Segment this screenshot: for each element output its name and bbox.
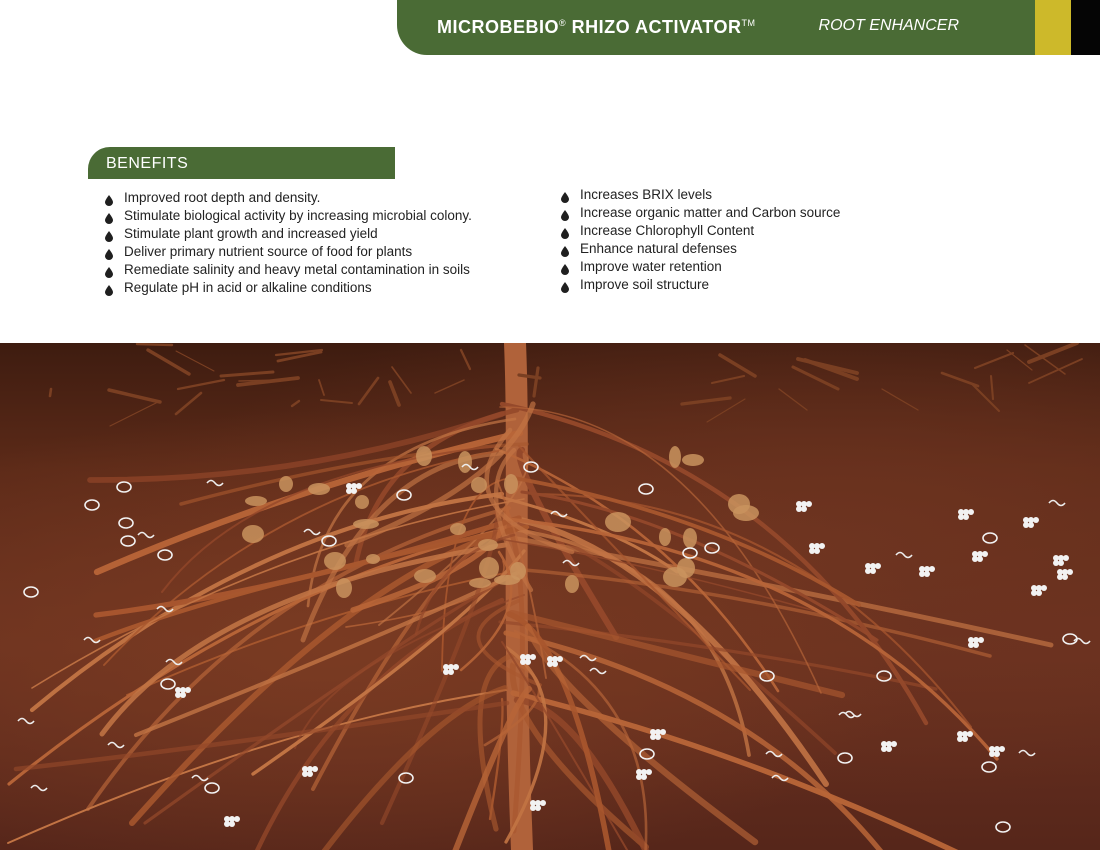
- root-nodule: [308, 483, 330, 495]
- droplet-icon: [561, 280, 569, 291]
- benefit-item: [560, 222, 840, 240]
- root-nodule: [458, 451, 472, 473]
- microbe-icon: [796, 501, 812, 512]
- droplet-icon: [105, 265, 113, 276]
- benefit-text: Increase organic matter and Carbon source: [580, 205, 841, 220]
- product-category: ROOT ENHANCER: [818, 17, 959, 34]
- benefit-item: [560, 204, 840, 222]
- benefits-title: BENEFITS: [106, 155, 189, 172]
- microbe-icon: [304, 530, 320, 535]
- benefit-text: Improve soil structure: [580, 277, 710, 292]
- benefit-item: [560, 186, 840, 204]
- root-nodule: [479, 557, 499, 579]
- surface-debris: [359, 378, 378, 404]
- surface-debris: [50, 389, 51, 396]
- benefit-item: [104, 279, 472, 297]
- root-nodule: [605, 512, 631, 532]
- microbe-icon: [958, 509, 974, 520]
- microbe-icon: [24, 587, 38, 597]
- benefit-text: Enhance natural defenses: [580, 241, 737, 256]
- root-nodule: [450, 523, 466, 535]
- benefit-item: [104, 207, 472, 225]
- root-nodule: [471, 477, 487, 493]
- root-nodule: [682, 454, 704, 466]
- root-nodule: [416, 446, 432, 466]
- root-nodule: [659, 528, 671, 546]
- surface-debris: [534, 368, 538, 396]
- registered-mark: ®: [559, 18, 567, 28]
- microbe-icon: [346, 483, 362, 494]
- surface-debris: [707, 399, 745, 422]
- root-nodule: [504, 474, 518, 494]
- microbe-icon: [982, 762, 996, 772]
- surface-debris: [712, 376, 744, 383]
- microbe-icon: [1053, 555, 1069, 566]
- microbe-icon: [838, 753, 852, 763]
- microbe-icon: [443, 664, 459, 675]
- benefit-item: [104, 243, 472, 261]
- product-title: MICROBEBIO® RHIZO ACTIVATOR™: [437, 17, 756, 37]
- droplet-icon: [561, 262, 569, 273]
- benefit-item: [560, 276, 840, 294]
- root-nodule: [353, 519, 379, 529]
- microbe-icon: [1057, 569, 1073, 580]
- root-nodule: [469, 578, 491, 588]
- microbe-icon: [996, 822, 1010, 832]
- benefit-item: [560, 258, 840, 276]
- benefit-item: [104, 225, 472, 243]
- benefit-item: [560, 240, 840, 258]
- benefit-text: Remediate salinity and heavy metal contamination in soils: [124, 262, 470, 277]
- surface-debris: [720, 355, 755, 376]
- root-branch: [256, 600, 502, 850]
- surface-debris: [221, 372, 273, 376]
- droplet-icon: [561, 208, 569, 219]
- microbe-icon: [138, 533, 154, 538]
- benefit-text: Improve water retention: [580, 259, 722, 274]
- microbe-icon: [117, 482, 131, 492]
- surface-debris: [392, 367, 411, 393]
- benefit-text: Increase Chlorophyll Content: [580, 223, 755, 238]
- microbe-icon: [983, 533, 997, 543]
- surface-debris: [461, 350, 470, 369]
- surface-debris: [109, 390, 160, 402]
- root-nodule: [683, 528, 697, 548]
- root-branch: [16, 703, 507, 769]
- benefit-text: Improved root depth and density.: [124, 190, 321, 205]
- header-bar: [397, 0, 1100, 55]
- root-branch: [32, 494, 502, 710]
- microbe-icon: [18, 719, 34, 724]
- microbe-icon: [161, 679, 175, 689]
- root-nodule: [478, 539, 498, 551]
- surface-debris: [798, 359, 857, 373]
- benefit-text: Stimulate plant growth and increased yield: [124, 226, 378, 241]
- droplet-icon: [561, 244, 569, 255]
- benefits-list-left: [104, 189, 472, 297]
- microbe-icon: [881, 741, 897, 752]
- surface-debris: [292, 401, 299, 406]
- microbe-icon: [957, 731, 973, 742]
- microbe-icon: [639, 484, 653, 494]
- surface-debris: [110, 401, 160, 426]
- surface-debris: [882, 389, 918, 410]
- root-nodule: [663, 567, 687, 587]
- microbe-icon: [896, 553, 912, 558]
- root-branch: [9, 527, 514, 784]
- surface-debris: [319, 380, 324, 395]
- microbe-icon: [520, 654, 536, 665]
- microbe-icon: [636, 769, 652, 780]
- trademark-mark: TM: [741, 18, 756, 28]
- header-black-accent: [1071, 0, 1100, 55]
- benefits-list-right: [560, 186, 840, 294]
- surface-debris: [435, 380, 464, 393]
- surface-debris: [137, 344, 172, 345]
- benefits-heading-bar: [88, 147, 395, 179]
- microbe-icon: [119, 518, 133, 528]
- surface-debris: [779, 389, 807, 410]
- microbe-icon: [108, 743, 124, 748]
- surface-debris: [148, 350, 189, 374]
- microbe-icon: [530, 800, 546, 811]
- surface-debris: [178, 380, 224, 389]
- droplet-icon: [561, 190, 569, 201]
- surface-debris: [972, 384, 999, 411]
- soil-roots-microbes-image: [0, 343, 1100, 850]
- droplet-icon: [105, 247, 113, 258]
- root-nodule: [242, 525, 264, 543]
- root-nodule: [565, 575, 579, 593]
- microbe-icon: [919, 566, 935, 577]
- microbe-icon: [224, 816, 240, 827]
- surface-debris: [991, 376, 993, 399]
- droplet-icon: [105, 283, 113, 294]
- microbe-icon: [158, 550, 172, 560]
- root-branch: [513, 693, 975, 850]
- benefit-text: Stimulate biological activity by increasing microbial colony.: [124, 208, 472, 223]
- microbe-icon: [1031, 585, 1047, 596]
- surface-debris: [1007, 350, 1032, 370]
- microbe-icon: [865, 563, 881, 574]
- microbe-icon: [809, 543, 825, 554]
- droplet-icon: [105, 211, 113, 222]
- benefit-text: Increases BRIX levels: [580, 187, 713, 202]
- root-nodule: [324, 552, 346, 570]
- microbe-icon: [1019, 751, 1035, 756]
- root-nodule: [366, 554, 380, 564]
- benefit-item: [104, 189, 472, 207]
- roots-illustration: [0, 343, 1100, 850]
- surface-debris: [682, 398, 730, 404]
- microbe-icon: [1023, 517, 1039, 528]
- root-nodule: [733, 505, 759, 521]
- benefit-text: Regulate pH in acid or alkaline conditions: [124, 280, 372, 295]
- root-nodule: [245, 496, 267, 506]
- root-nodule: [336, 578, 352, 598]
- microbe-icon: [968, 637, 984, 648]
- surface-debris: [321, 400, 352, 403]
- microbe-icon: [590, 669, 606, 674]
- root-nodule: [414, 569, 436, 583]
- microbe-icon: [175, 687, 191, 698]
- microbe-icon: [31, 786, 47, 791]
- root-nodule: [669, 446, 681, 468]
- droplet-icon: [561, 226, 569, 237]
- microbe-icon: [205, 783, 219, 793]
- surface-debris: [1029, 359, 1082, 383]
- microbe-icon: [302, 766, 318, 777]
- surface-debris: [390, 382, 399, 405]
- microbe-icon: [989, 746, 1005, 757]
- microbe-icon: [547, 656, 563, 667]
- surface-debris: [239, 380, 282, 381]
- droplet-icon: [105, 193, 113, 204]
- microbe-icon: [1049, 501, 1065, 506]
- root-nodule: [279, 476, 293, 492]
- header-green-band: [397, 0, 1035, 55]
- surface-debris: [975, 353, 1013, 368]
- surface-debris: [176, 393, 201, 414]
- header-yellow-accent: [1035, 0, 1071, 55]
- root-nodule: [355, 495, 369, 509]
- microbe-icon: [85, 500, 99, 510]
- microbe-icon: [207, 481, 223, 486]
- microbe-icon: [121, 536, 135, 546]
- benefit-item: [104, 261, 472, 279]
- root-nodule: [510, 562, 526, 580]
- benefit-text: Deliver primary nutrient source of food for plants: [124, 244, 413, 259]
- microbe-icon: [972, 551, 988, 562]
- droplet-icon: [105, 229, 113, 240]
